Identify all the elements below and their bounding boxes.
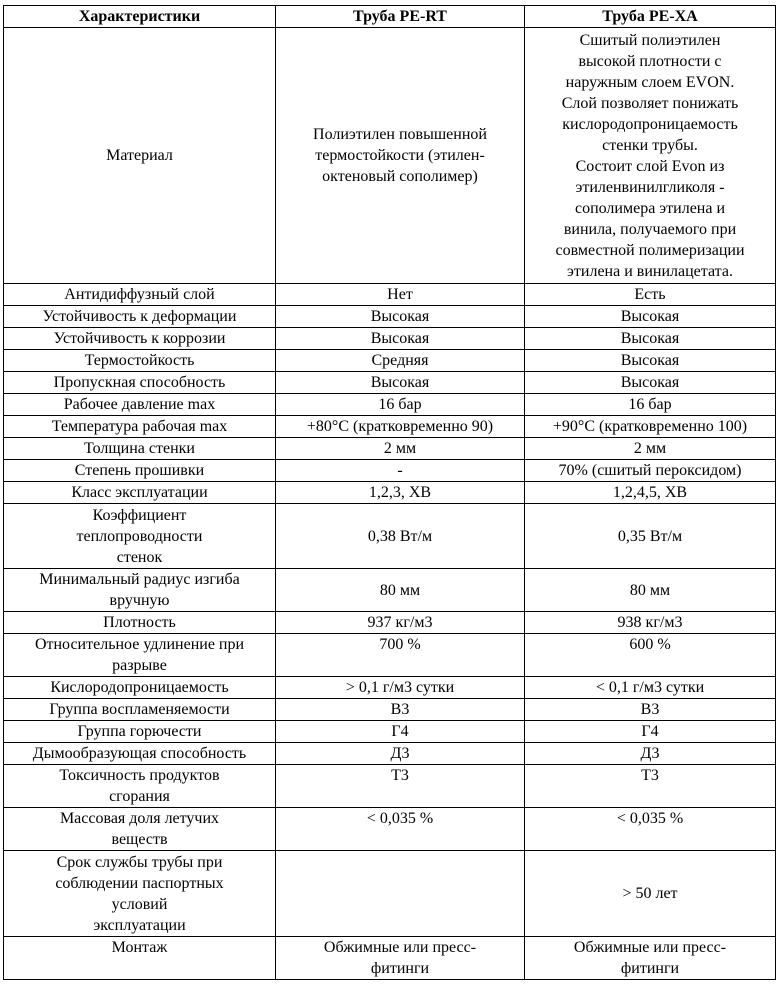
row-value-pe-xa: Высокая — [525, 328, 776, 350]
row-value-pe-xa: В3 — [525, 699, 776, 721]
row-value-pe-xa: Высокая — [525, 350, 776, 372]
row-characteristic: Срок службы трубы при соблюдении паспортных условий эксплуатации — [4, 851, 276, 937]
row-value-pe-xa: Г4 — [525, 721, 776, 743]
row-characteristic: Коэффициент теплопроводности стенок — [4, 504, 276, 569]
row-characteristic: Массовая доля летучих веществ — [4, 808, 276, 851]
row-value-pe-rt: 80 мм — [276, 569, 525, 612]
row-value-pe-rt: > 0,1 г/м3 сутки — [276, 677, 525, 699]
row-value-pe-rt: 2 мм — [276, 438, 525, 460]
row-value-pe-rt — [276, 851, 525, 937]
row-value-pe-xa: > 50 лет — [525, 851, 776, 937]
table-row — [4, 569, 776, 612]
row-characteristic: Устойчивость к деформации — [4, 306, 276, 328]
row-value-pe-xa: 600 % — [525, 634, 776, 677]
row-value-pe-rt: Обжимные или пресс- фитинги — [276, 937, 525, 980]
row-value-pe-rt: 1,2,3, ХВ — [276, 482, 525, 504]
header-characteristics: Характеристики — [4, 6, 276, 28]
header-pe-rt: Труба PE-RT — [276, 6, 525, 28]
row-value-pe-xa: 0,35 Вт/м — [525, 504, 776, 569]
row-characteristic: Устойчивость к коррозии — [4, 328, 276, 350]
row-value-pe-xa: < 0,1 г/м3 сутки — [525, 677, 776, 699]
table-row — [4, 937, 776, 980]
table-row — [4, 612, 776, 634]
row-value-pe-rt: В3 — [276, 699, 525, 721]
table-row — [4, 284, 776, 306]
row-value-pe-xa: Есть — [525, 284, 776, 306]
row-characteristic: Кислородопроницаемость — [4, 677, 276, 699]
header-row — [4, 6, 776, 28]
row-characteristic: Пропускная способность — [4, 372, 276, 394]
row-value-pe-rt: Д3 — [276, 743, 525, 765]
row-value-pe-rt: Высокая — [276, 328, 525, 350]
table-row — [4, 743, 776, 765]
row-value-pe-xa: 2 мм — [525, 438, 776, 460]
row-value-pe-rt: Высокая — [276, 372, 525, 394]
row-value-pe-xa: Т3 — [525, 765, 776, 808]
row-value-pe-xa: < 0,035 % — [525, 808, 776, 851]
row-value-pe-rt: 937 кг/м3 — [276, 612, 525, 634]
row-characteristic: Дымообразующая способность — [4, 743, 276, 765]
table-row — [4, 808, 776, 851]
table-row — [4, 28, 776, 284]
row-value-pe-xa: +90°С (кратковременно 100) — [525, 416, 776, 438]
row-value-pe-rt: 0,38 Вт/м — [276, 504, 525, 569]
row-value-pe-rt: < 0,035 % — [276, 808, 525, 851]
row-value-pe-xa: 80 мм — [525, 569, 776, 612]
row-value-pe-rt: +80°С (кратковременно 90) — [276, 416, 525, 438]
table-row — [4, 328, 776, 350]
table-row — [4, 438, 776, 460]
row-value-pe-xa: 938 кг/м3 — [525, 612, 776, 634]
table-row — [4, 504, 776, 569]
table-row — [4, 699, 776, 721]
row-characteristic: Антидиффузный слой — [4, 284, 276, 306]
row-characteristic: Термостойкость — [4, 350, 276, 372]
row-characteristic: Толщина стенки — [4, 438, 276, 460]
row-characteristic: Плотность — [4, 612, 276, 634]
row-value-pe-rt: 700 % — [276, 634, 525, 677]
row-value-pe-rt: Высокая — [276, 306, 525, 328]
row-value-pe-xa: Высокая — [525, 372, 776, 394]
row-value-pe-rt: Полиэтилен повышенной термостойкости (этилен- октеновый сополимер) — [276, 28, 525, 284]
row-characteristic: Рабочее давление max — [4, 394, 276, 416]
table-row — [4, 851, 776, 937]
row-characteristic: Относительное удлинение при разрыве — [4, 634, 276, 677]
row-characteristic: Группа горючести — [4, 721, 276, 743]
row-characteristic: Токсичность продуктов сгорания — [4, 765, 276, 808]
row-value-pe-rt: Т3 — [276, 765, 525, 808]
comparison-table — [3, 5, 776, 980]
row-value-pe-rt: Г4 — [276, 721, 525, 743]
table-row — [4, 372, 776, 394]
row-value-pe-xa: Д3 — [525, 743, 776, 765]
row-characteristic: Температура рабочая max — [4, 416, 276, 438]
table-row — [4, 350, 776, 372]
row-characteristic: Степень прошивки — [4, 460, 276, 482]
table-row — [4, 721, 776, 743]
table-row — [4, 677, 776, 699]
table-row — [4, 482, 776, 504]
row-characteristic: Группа воспламеняемости — [4, 699, 276, 721]
row-characteristic: Минимальный радиус изгиба вручную — [4, 569, 276, 612]
header-pe-xa: Труба PE-XA — [525, 6, 776, 28]
row-value-pe-xa: 16 бар — [525, 394, 776, 416]
table-row — [4, 765, 776, 808]
table-row — [4, 460, 776, 482]
row-value-pe-rt: Нет — [276, 284, 525, 306]
row-characteristic: Монтаж — [4, 937, 276, 980]
row-characteristic: Класс эксплуатации — [4, 482, 276, 504]
row-value-pe-rt: - — [276, 460, 525, 482]
row-value-pe-xa: 1,2,4,5, ХВ — [525, 482, 776, 504]
table-row — [4, 394, 776, 416]
table-row — [4, 306, 776, 328]
row-value-pe-rt: Средняя — [276, 350, 525, 372]
row-characteristic: Материал — [4, 28, 276, 284]
row-value-pe-xa: Обжимные или пресс- фитинги — [525, 937, 776, 980]
row-value-pe-rt: 16 бар — [276, 394, 525, 416]
table-row — [4, 416, 776, 438]
row-value-pe-xa: Сшитый полиэтилен высокой плотности с наружным слоем EVON. Слой позволяет понижать кислородопроницаемость стенки трубы. Состоит слой Evon из этиленвинилгликоля - сополимера этилена и винила, получаемого при совместной полимеризации этилена и винилацетата. — [525, 28, 776, 284]
table-row — [4, 634, 776, 677]
row-value-pe-xa: 70% (сшитый пероксидом) — [525, 460, 776, 482]
row-value-pe-xa: Высокая — [525, 306, 776, 328]
